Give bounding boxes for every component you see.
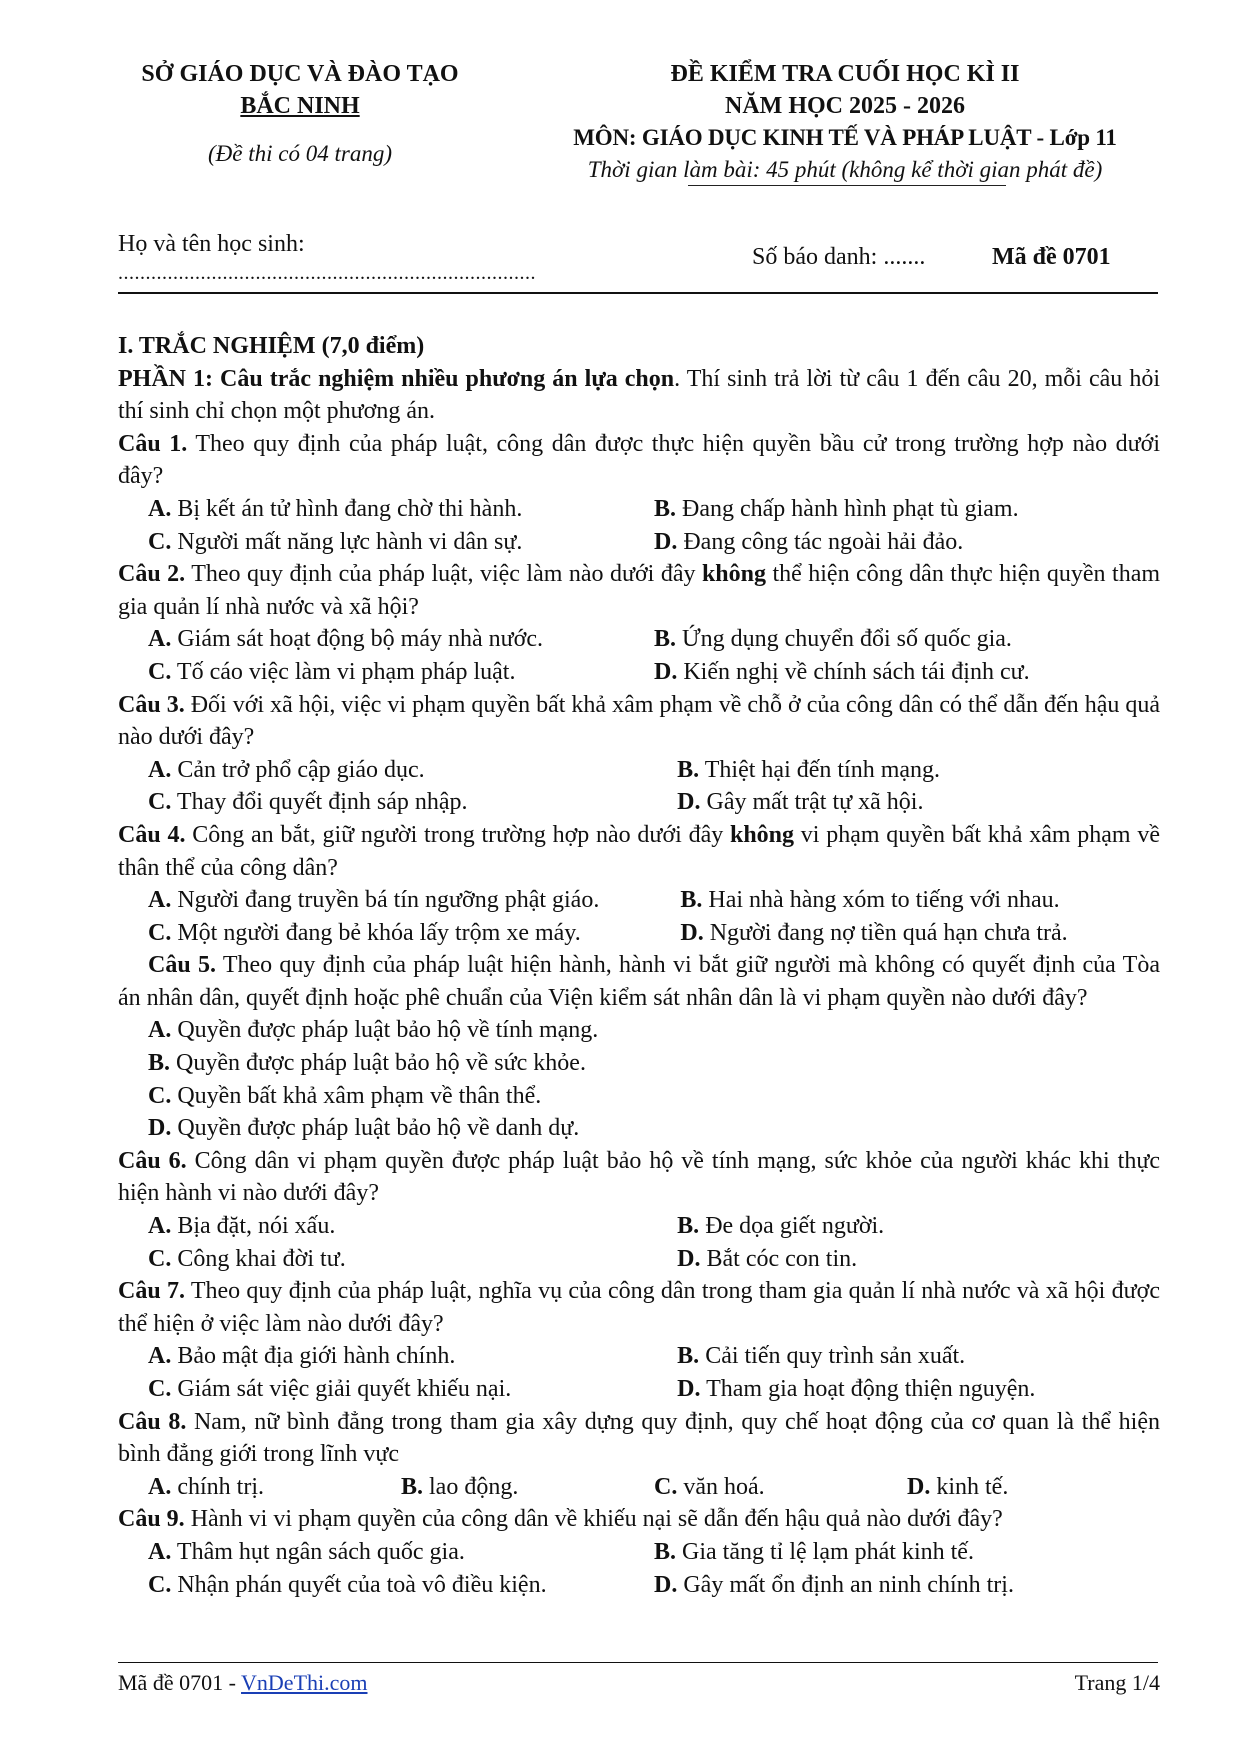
option-c[interactable] <box>654 1471 907 1504</box>
question-label: Câu 8. <box>118 1408 187 1435</box>
option-letter: C. <box>654 1473 678 1500</box>
question-text: Theo quy định của pháp luật, công dân được thực hiện quyền bầu cử trong trường hợp nào dưới đây? <box>118 430 1160 490</box>
option-text: văn hoá. <box>683 1473 765 1500</box>
option-d[interactable] <box>654 526 1160 559</box>
option-text: Thâm hụt ngân sách quốc gia. <box>176 1538 465 1565</box>
option-letter: B. <box>654 626 677 653</box>
option-text: Kiến nghị về chính sách tái định cư. <box>683 658 1030 685</box>
option-letter: B. <box>677 756 700 783</box>
header-divider <box>118 292 1158 294</box>
option-a[interactable] <box>118 1014 1160 1047</box>
option-c[interactable] <box>148 1243 677 1276</box>
option-b[interactable] <box>654 493 1160 526</box>
options-row <box>118 884 1160 917</box>
question-label: Câu 4. <box>118 821 186 848</box>
time-underline <box>688 185 1007 186</box>
option-letter: C. <box>148 528 172 555</box>
option-letter: C. <box>148 658 172 685</box>
option-text: Quyền được pháp luật bảo hộ về danh dự. <box>177 1115 580 1142</box>
option-text: Giám sát việc giải quyết khiếu nại. <box>177 1376 512 1402</box>
option-letter: D. <box>677 789 701 816</box>
footer-code: Mã đề 0701 - <box>118 1670 242 1695</box>
option-b[interactable] <box>677 1340 1160 1373</box>
question-text: Theo quy định của pháp luật, nghĩa vụ của công dân trong tham gia quản lí nhà nước và xã hội được thể hiện ở việc làm nào dưới đây? <box>118 1278 1160 1337</box>
pages-note: (Đề thi có 04 trang) <box>208 141 392 166</box>
option-letter: B. <box>677 1343 700 1370</box>
question-3 <box>118 689 1160 754</box>
option-letter: B. <box>401 1473 424 1500</box>
option-a[interactable] <box>148 1536 654 1569</box>
option-letter: D. <box>654 1571 678 1598</box>
option-text: Đang chấp hành hình phạt tù giam. <box>682 495 1019 522</box>
options-row <box>118 754 1160 787</box>
option-text: lao động. <box>429 1473 519 1500</box>
subject-line: MÔN: GIÁO DỤC KINH TẾ VÀ PHÁP LUẬT - Lớp 11 <box>573 125 1117 150</box>
option-letter: B. <box>654 1538 677 1565</box>
option-text: Đe dọa giết người. <box>705 1213 885 1240</box>
question-label: Câu 7. <box>118 1278 185 1305</box>
question-5 <box>118 949 1160 1014</box>
options-row <box>118 1210 1160 1243</box>
option-a[interactable] <box>148 1340 677 1373</box>
option-letter: C. <box>148 1571 172 1598</box>
option-text: kinh tế. <box>936 1473 1009 1500</box>
options-row <box>118 1569 1160 1602</box>
options-row <box>118 623 1160 656</box>
option-letter: D. <box>680 919 704 946</box>
options-row <box>118 1373 1160 1406</box>
time-limit: Thời gian làm bài: 45 phút (không kể thời gian phát đề) <box>587 157 1103 182</box>
org-province: BẮC NINH <box>240 93 360 119</box>
org-name: SỞ GIÁO DỤC VÀ ĐÀO TẠO <box>141 61 459 87</box>
question-label: Câu 3. <box>118 691 185 718</box>
options-row <box>118 1471 1160 1504</box>
question-4 <box>118 819 1160 884</box>
options-row <box>118 526 1160 559</box>
question-7 <box>118 1275 1160 1340</box>
part-rest: . Thí sinh trả lời từ câu 1 đến câu 20, mỗi câu hỏi thí sinh chỉ chọn một phương án. <box>118 365 1160 425</box>
option-letter: D. <box>907 1473 931 1500</box>
option-b[interactable] <box>118 1047 1160 1080</box>
option-letter: D. <box>654 658 678 685</box>
option-text: Gây mất trật tự xã hội. <box>706 789 924 816</box>
option-c[interactable] <box>148 656 654 689</box>
question-text: Theo quy định của pháp luật, việc làm nào dưới đây <box>185 561 702 588</box>
question-label: Câu 6. <box>118 1147 187 1174</box>
option-d[interactable] <box>677 1243 1160 1276</box>
option-letter: A. <box>148 1343 172 1370</box>
option-letter: A. <box>148 1213 172 1240</box>
page-number: Trang 1/4 <box>1074 1670 1160 1695</box>
question-2 <box>118 558 1160 623</box>
option-text: Quyền được pháp luật bảo hộ về sức khỏe. <box>176 1050 586 1077</box>
question-text: Hành vi vi phạm quyền của công dân về khiếu nại sẽ dẫn đến hậu quả nào dưới đây? <box>184 1506 1003 1533</box>
option-letter: A. <box>148 1473 172 1500</box>
question-text: Đối với xã hội, việc vi phạm quyền bất khả xâm phạm về chỗ ở của công dân có thể dẫn đến hậu quả nào dưới đây? <box>118 691 1161 751</box>
footer-site-link[interactable]: VnDeThi.com <box>241 1670 368 1695</box>
option-text: Thay đổi quyết định sáp nhập. <box>176 789 468 816</box>
option-d[interactable] <box>907 1471 1160 1504</box>
option-text: Bị kết án tử hình đang chờ thi hành. <box>177 495 523 522</box>
option-text: Cải tiến quy trình sản xuất. <box>705 1343 966 1370</box>
option-c[interactable] <box>148 786 677 819</box>
option-c[interactable] <box>148 1373 677 1406</box>
option-letter: B. <box>677 1213 700 1240</box>
question-text: Nam, nữ bình đẳng trong tham gia xây dựng quy định, quy chế hoạt động của cơ quan là thể hiện bình đẳng giới trong lĩnh vực <box>118 1408 1160 1468</box>
option-letter: C. <box>148 789 172 816</box>
option-d[interactable] <box>680 917 1160 950</box>
option-c[interactable] <box>118 1080 1160 1113</box>
options-row <box>118 786 1160 819</box>
option-a[interactable] <box>148 754 677 787</box>
option-letter: B. <box>654 495 677 522</box>
option-text: Quyền bất khả xâm phạm về thân thể. <box>177 1082 542 1109</box>
header-left <box>110 58 490 170</box>
option-text: Hai nhà hàng xóm to tiếng với nhau. <box>708 887 1060 914</box>
option-c[interactable] <box>148 526 654 559</box>
option-b[interactable] <box>680 884 1160 917</box>
exam-content <box>118 330 1160 1601</box>
option-text: Thiệt hại đến tính mạng. <box>704 756 941 783</box>
option-text: Ứng dụng chuyển đổi số quốc gia. <box>682 626 1012 653</box>
option-c[interactable] <box>148 1569 654 1602</box>
option-d[interactable] <box>654 656 1160 689</box>
student-name-dots: ............................................................................ <box>118 262 536 284</box>
question-text: vi phạm quyền bất khả xâm phạm về thân thể của công dân? <box>118 821 1161 881</box>
options-row <box>118 1243 1160 1276</box>
option-text: Đang công tác ngoài hải đảo. <box>683 528 964 555</box>
option-text: Công khai đời tư. <box>177 1245 346 1272</box>
question-9 <box>118 1503 1160 1536</box>
option-d[interactable] <box>677 786 1160 819</box>
option-text: Bảo mật địa giới hành chính. <box>177 1343 456 1370</box>
question-label: Câu 9. <box>118 1506 185 1533</box>
question-text: Theo quy định của pháp luật hiện hành, hành vi bắt giữ người mà không có quyết định của Tòa án nhân dân, quyết định hoặc phê chuẩn của Viện kiểm sát nhân dân là vi phạm quyền nào dưới đây? <box>118 952 1160 1011</box>
options-row <box>118 917 1160 950</box>
question-label: Câu 1. <box>118 430 188 457</box>
option-letter: A. <box>148 1538 172 1565</box>
option-c[interactable] <box>148 917 680 950</box>
candidate-number: Số báo danh: ....... <box>752 244 926 270</box>
footer-divider <box>118 1662 1158 1663</box>
option-d[interactable] <box>654 1569 1160 1602</box>
option-text: Người đang nợ tiền quá hạn chưa trả. <box>709 919 1068 946</box>
option-letter: D. <box>654 528 678 555</box>
option-letter: C. <box>148 1082 172 1109</box>
option-text: Một người đang bẻ khóa lấy trộm xe máy. <box>177 919 581 946</box>
option-letter: C. <box>148 919 172 946</box>
option-b[interactable] <box>654 1536 1160 1569</box>
options-row <box>118 1536 1160 1569</box>
option-text: Người đang truyền bá tín ngưỡng phật giáo. <box>177 887 600 914</box>
option-letter: A. <box>148 887 172 914</box>
header-right <box>520 58 1170 186</box>
option-b[interactable] <box>677 754 1160 787</box>
option-letter: D. <box>677 1376 701 1402</box>
question-1 <box>118 428 1160 493</box>
question-label: Câu 2. <box>118 561 186 588</box>
option-text: Quyền được pháp luật bảo hộ về tính mạng. <box>177 1017 599 1044</box>
option-text: chính trị. <box>177 1473 264 1500</box>
option-a[interactable] <box>148 493 654 526</box>
option-b[interactable] <box>401 1471 654 1504</box>
option-text: Nhận phán quyết của toà vô điều kiện. <box>177 1571 547 1598</box>
option-a[interactable] <box>148 1471 401 1504</box>
option-d[interactable] <box>677 1373 1160 1406</box>
question-emphasis: không <box>701 561 766 588</box>
question-6 <box>118 1145 1160 1210</box>
option-text: Giám sát hoạt động bộ máy nhà nước. <box>177 626 543 653</box>
question-emphasis: không <box>729 821 795 848</box>
footer-left <box>118 1670 368 1696</box>
option-text: Cản trở phổ cập giáo dục. <box>177 756 425 783</box>
option-text: Gây mất ổn định an ninh chính trị. <box>683 1571 1014 1598</box>
part-instructions <box>118 363 1160 428</box>
question-8 <box>118 1406 1160 1471</box>
option-text: Bắt cóc con tin. <box>706 1245 858 1272</box>
school-year: NĂM HỌC 2025 - 2026 <box>725 93 965 119</box>
options-row <box>118 656 1160 689</box>
exam-title: ĐỀ KIỂM TRA CUỐI HỌC KÌ II <box>670 61 1020 87</box>
option-b[interactable] <box>654 623 1160 656</box>
part-label: PHẦN 1: Câu trắc nghiệm nhiều phương án lựa chọn <box>118 365 675 392</box>
option-letter: A. <box>148 1017 172 1044</box>
option-letter: A. <box>148 756 172 783</box>
section-title: I. TRẮC NGHIỆM (7,0 điểm) <box>118 333 425 359</box>
option-text: Gia tăng tỉ lệ lạm phát kinh tế. <box>682 1538 974 1565</box>
option-text: Người mất năng lực hành vi dân sự. <box>177 528 523 555</box>
option-text: Tố cáo việc làm vi phạm pháp luật. <box>176 658 516 685</box>
option-letter: C. <box>148 1245 172 1272</box>
question-label: Câu 5. <box>148 952 216 979</box>
option-a[interactable] <box>148 884 680 917</box>
option-a[interactable] <box>148 623 654 656</box>
option-a[interactable] <box>148 1210 677 1243</box>
question-text: thể hiện công dân thực hiện quyền tham gia quản lí nhà nước và xã hội? <box>118 561 1161 620</box>
student-name-label: Họ và tên học sinh: <box>118 231 305 257</box>
option-letter: B. <box>680 887 703 914</box>
question-text: Công dân vi phạm quyền được pháp luật bảo hộ về tính mạng, sức khỏe của người khác khi thực hiện hành vi nào dưới đây? <box>118 1147 1160 1207</box>
option-d[interactable] <box>118 1112 1160 1145</box>
option-b[interactable] <box>677 1210 1160 1243</box>
option-letter: A. <box>148 495 172 522</box>
option-letter: A. <box>148 626 172 653</box>
question-text: Công an bắt, giữ người trong trường hợp nào dưới đây <box>185 821 730 848</box>
exam-code: Mã đề 0701 <box>992 244 1111 270</box>
option-letter: D. <box>148 1115 172 1142</box>
option-letter: D. <box>677 1245 701 1272</box>
option-letter: C. <box>148 1376 172 1402</box>
options-row <box>118 493 1160 526</box>
option-letter: B. <box>148 1050 171 1077</box>
option-text: Bịa đặt, nói xấu. <box>177 1213 336 1240</box>
option-text: Tham gia hoạt động thiện nguyện. <box>706 1376 1036 1402</box>
options-row <box>118 1340 1160 1373</box>
